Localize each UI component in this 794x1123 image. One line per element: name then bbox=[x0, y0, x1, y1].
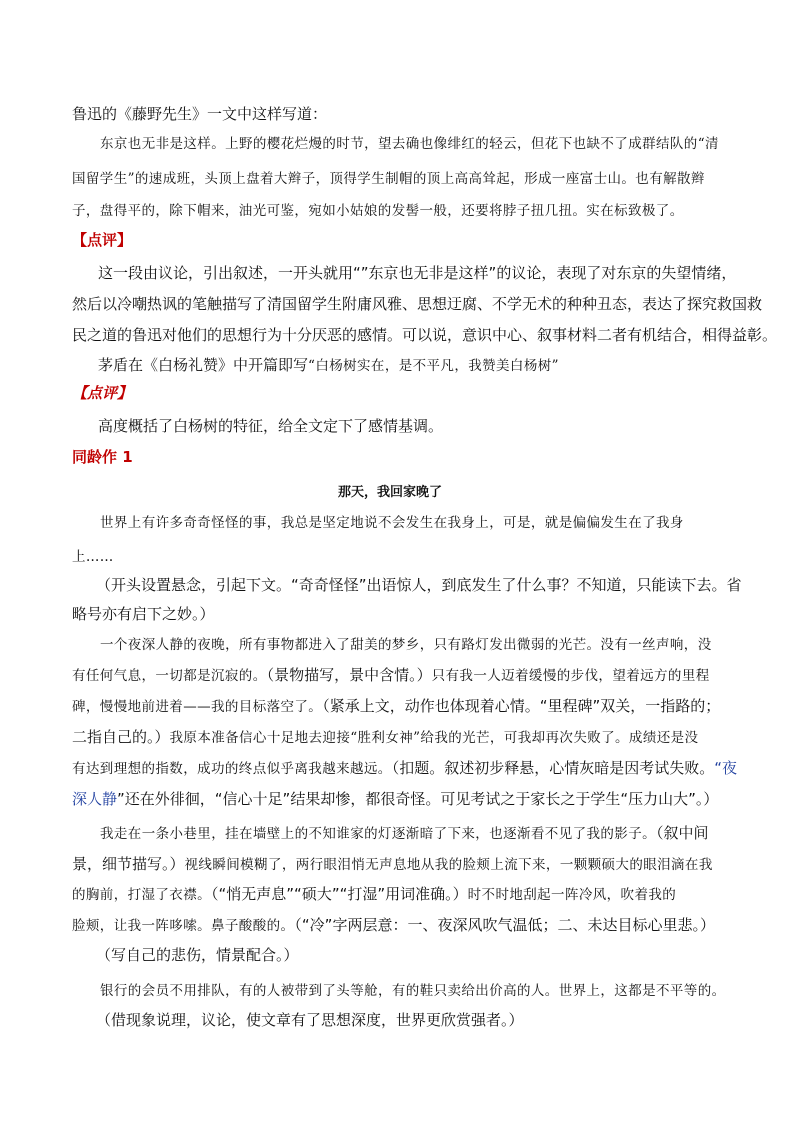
note3-line: （写自己的悲伤，情景配合。） bbox=[96, 946, 299, 964]
para3-line-4 bbox=[72, 914, 715, 935]
intro-line: 鲁迅的《藤野先生》一文中这样写道： bbox=[72, 105, 328, 123]
para3-line-1 bbox=[100, 822, 709, 843]
para2-line-1: 一个夜深人静的夜晚，所有事物都进入了甜美的梦乡，只有路灯发出微弱的光芒。没有一丝声响，没 bbox=[100, 637, 712, 653]
para2-note: （紧承上文，动作也体现着心情。“里程碑”双关，一指路的； bbox=[322, 697, 721, 715]
para2-note: 二指自己的。） bbox=[72, 728, 170, 746]
baiyang-lead: 茅盾在《白杨礼赞》中开篇即写 bbox=[98, 356, 309, 374]
para1-line-2: 上…… bbox=[72, 549, 114, 565]
section-heading: 同龄作 1 bbox=[72, 448, 133, 466]
essay-title: 那天，我回家晚了 bbox=[338, 485, 443, 500]
comment2-line: 高度概括了白杨树的特征，给全文定下了感情基调。 bbox=[98, 417, 444, 435]
para3-text: 的胸前，打湿了衣襟。 bbox=[72, 887, 211, 903]
comment1-line-1: 这一段由议论，引出叙述，一开头就用“”东京也无非是这样”的议论，表现了对东京的失望情绪， bbox=[98, 264, 737, 282]
para2-note: （扣题。叙述初步释悬，心情灰暗是因考试失败。 bbox=[391, 759, 715, 777]
para3-text: 时不时地刮起一阵冷风，吹着我的 bbox=[467, 887, 677, 903]
note1-line-2: 略号亦有启下之妙。） bbox=[72, 605, 215, 623]
comment1-line-2: 然后以冷嘲热讽的笔触描写了清国留学生附庸风雅、思想迂腐、不学无术的种种丑态，表达了探究救国救 bbox=[72, 295, 763, 313]
para3-note: （叙中间 bbox=[656, 824, 709, 842]
quote-line-3: 子，盘得平的，除下帽来，油光可鉴，宛如小姑娘的发髻一般，还要将脖子扭几扭。实在标致极了。 bbox=[72, 203, 684, 219]
para2-text: 我原本准备信心十足地去迎接“胜利女神”给我的光芒，可我却再次失败了。成绩还是没 bbox=[169, 730, 699, 746]
para3-line-3 bbox=[72, 883, 676, 904]
quote-line-2: 国留学生”的速成班，头顶上盘着大辫子，顶得学生制帽的顶上高高耸起，形成一座富士山。也有解散辫 bbox=[72, 171, 705, 187]
para3-text: 视线瞬间模糊了，两行眼泪悄无声息地从我的脸颊上流下来，一颗颗硕大的眼泪滴在我 bbox=[184, 857, 713, 873]
para2-text: 只有我一人迈着缓慢的步伐，望着远方的里程 bbox=[431, 668, 710, 684]
para3-note: （“悄无声息”“硕大”“打湿”用词准确。） bbox=[211, 885, 468, 903]
para3-note: （“冷”字两层意：一、夜深风吹气温低；二、未达目标心里悲。） bbox=[294, 916, 715, 934]
para3-line-2 bbox=[72, 853, 713, 874]
note4-line: （借现象说理，议论，使文章有了思想深度，世界更欣赏强者。） bbox=[96, 1011, 524, 1029]
para2-text: 碑，慢慢地前进着——我的目标落空了。 bbox=[72, 699, 323, 715]
para3-text: 我走在一条小巷里，挂在墙壁上的不知谁家的灯逐渐暗了下来，也逐渐看不见了我的影子。 bbox=[100, 826, 656, 842]
para2-text: 有达到理想的指数，成功的终点似乎离我越来越远。 bbox=[72, 761, 392, 777]
para2-line-4 bbox=[72, 726, 698, 747]
baiyang-quote: “白杨树实在，是不平凡，我赞美白杨树” bbox=[308, 358, 559, 374]
para2-line-3 bbox=[72, 695, 720, 716]
quote-line-1: 东京也无非是这样。上野的樱花烂熳的时节，望去确也像绯红的轻云，但花下也缺不了成群结队的“清 bbox=[100, 136, 719, 152]
para2-line-2 bbox=[72, 664, 710, 685]
para4-line: 银行的会员不用排队，有的人被带到了头等舱，有的鞋只卖给出价高的人。世界上，这都是不平等的。 bbox=[100, 983, 726, 999]
para2-line-6 bbox=[72, 788, 718, 809]
para3-note: 景，细节描写。） bbox=[72, 855, 185, 873]
comment1-line-3: 民之道的鲁迅对他们的思想行为十分厌恶的感情。可以说，意识中心、叙事材料二者有机结合，相得益彰。 bbox=[72, 326, 778, 344]
para2-note: （景物描写，景中含情。） bbox=[266, 666, 432, 684]
para2-text: 有任何气息，一切都是沉寂的。 bbox=[72, 668, 267, 684]
para3-text: 脸颊，让我一阵哆嗦。鼻子酸酸的。 bbox=[72, 918, 295, 934]
para2-line-5 bbox=[72, 757, 737, 778]
note1-line-1: （开头设置悬念，引起下文。“奇奇怪怪”出语惊人，到底发生了什么事？不知道，只能读下去。省 bbox=[96, 576, 742, 594]
comment-label-1: 【点评】 bbox=[72, 231, 133, 249]
para1-line-1: 世界上有许多奇奇怪怪的事，我总是坚定地说不会发生在我身上，可是，就是偏偏发生在了我身 bbox=[100, 515, 684, 531]
comment-label-2: 【点评】 bbox=[72, 384, 133, 402]
para2-note-highlight: “夜 bbox=[714, 759, 737, 777]
baiyang-line bbox=[98, 354, 559, 375]
para2-note-highlight: 深人静 bbox=[72, 790, 118, 808]
para2-note: ”还在外徘徊，“信心十足”结果却惨，都很奇怪。可见考试之于家长之于学生“压力山大”。） bbox=[117, 790, 719, 808]
